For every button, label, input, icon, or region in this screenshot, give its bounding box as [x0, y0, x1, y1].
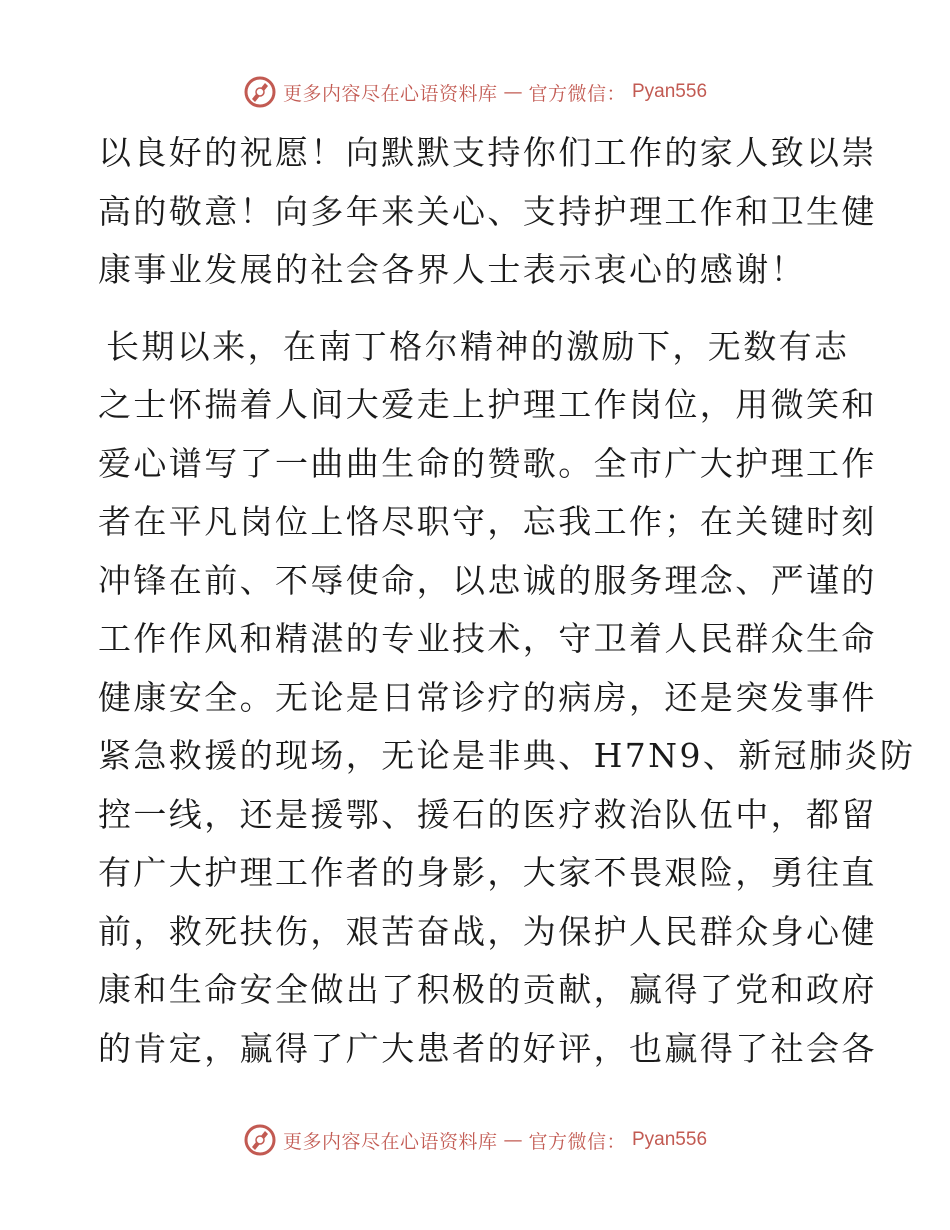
text-line: 康事业发展的社会各界人士表示衷心的感谢！ — [98, 250, 806, 289]
watermark-separator: — — [503, 1129, 523, 1151]
watermark-text: 更多内容尽在心语资料库 — [282, 82, 498, 105]
text-line: 爱心谱写了一曲曲生命的赞歌。全市广大护理工作 — [98, 443, 877, 483]
text-line: 控一线，还是援鄂、援石的医疗救治队伍中，都留 — [98, 794, 877, 834]
text-line: 冲锋在前、不辱使命，以忠诚的服务理念、严谨的 — [98, 560, 877, 600]
watermark-handle: Pyan556 — [632, 81, 708, 102]
watermark-text: 更多内容尽在心语资料库 — [282, 1130, 498, 1153]
watermark-logo-icon — [243, 75, 277, 109]
watermark-separator: — — [503, 81, 523, 103]
text-line: 康和生命安全做出了积极的贡献，赢得了党和政府 — [98, 970, 877, 1009]
text-line: 紧急救援的现场，无论是非典、H7N9、新冠肺炎防 — [98, 736, 916, 775]
footer-watermark — [0, 1120, 950, 1160]
paragraph-2 — [98, 318, 916, 1079]
text-line: 长期以来，在南丁格尔精神的激励下，无数有志 — [106, 326, 850, 366]
watermark-handle: Pyan556 — [632, 1129, 708, 1150]
header-watermark — [0, 72, 950, 112]
text-line: 者在平凡岗位上恪尽职守，忘我工作；在关键时刻 — [98, 502, 877, 541]
paragraph-1 — [98, 124, 877, 300]
text-line: 工作作风和精湛的专业技术，守卫着人民群众生命 — [98, 619, 877, 658]
watermark-label: 官方微信： — [528, 82, 626, 105]
text-line: 之士怀揣着人间大爱走上护理工作岗位，用微笑和 — [98, 385, 877, 424]
document-body — [98, 124, 916, 1078]
text-line: 健康安全。无论是日常诊疗的病房，还是突发事件 — [98, 677, 877, 717]
text-line: 高的敬意！向多年来关心、支持护理工作和卫生健 — [98, 191, 877, 231]
watermark-logo-icon — [243, 1123, 277, 1157]
text-line: 的肯定，赢得了广大患者的好评，也赢得了社会各 — [98, 1028, 877, 1068]
text-line: 前，救死扶伤，艰苦奋战，为保护人民群众身心健 — [98, 911, 877, 951]
watermark-label: 官方微信： — [528, 1130, 626, 1153]
text-line: 以良好的祝愿！向默默支持你们工作的家人致以崇 — [98, 133, 877, 172]
paragraph-gap — [98, 300, 850, 318]
text-line: 有广大护理工作者的身影，大家不畏艰险，勇往直 — [98, 853, 877, 892]
